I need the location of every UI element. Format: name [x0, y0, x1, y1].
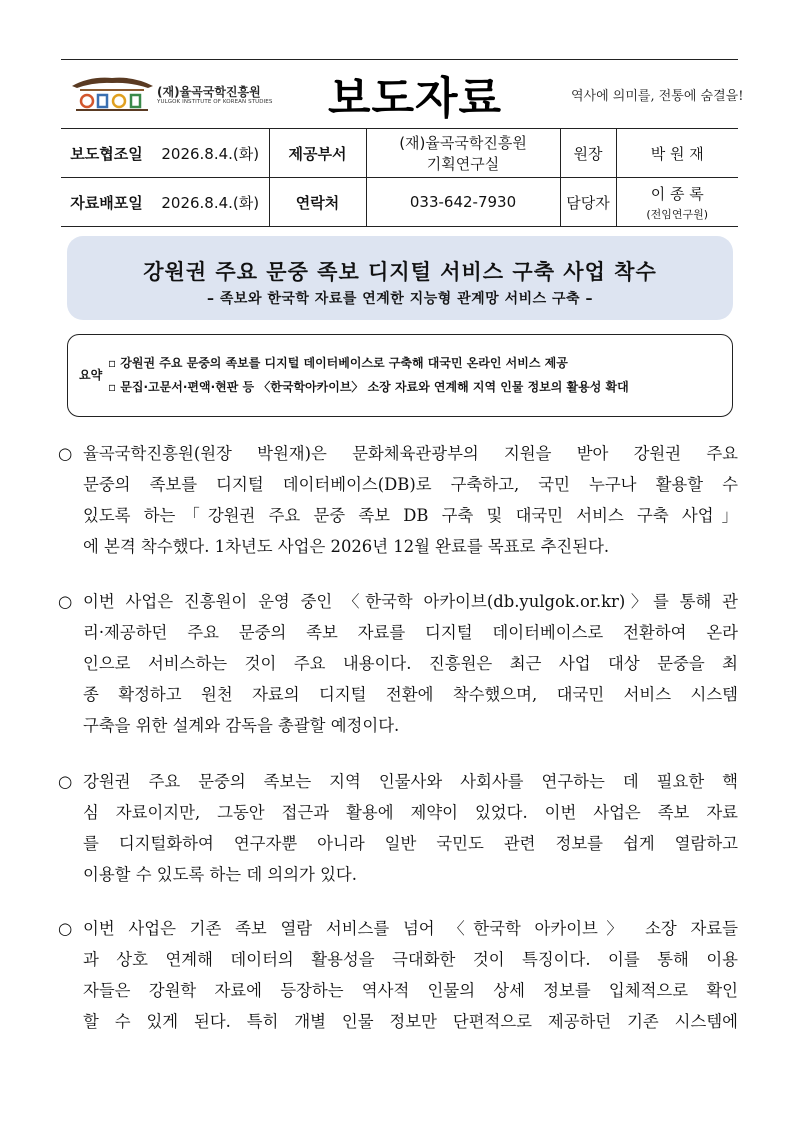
slogan: 역사에 의미를, 전통에 숨결을! — [571, 89, 744, 104]
paragraph-line: 구축을 위한 설계와 감독을 총괄할 예정이다. — [83, 716, 400, 735]
staff-value — [616, 178, 738, 227]
summary-box — [67, 334, 733, 417]
logo-org-name-en: YULGOK INSTITUTE OF KOREAN STUDIES — [157, 99, 273, 105]
summary-item: ▫ 강원권 주요 문중의 족보를 디지털 데이터베이스로 구축해 대국민 온라인 서비스 제공 — [108, 356, 568, 370]
summary-label: 요약 — [79, 368, 103, 382]
dept-value-line1: (재)율곡국학진흥원 — [399, 134, 527, 152]
paragraph-line: 에 본격 착수했다. 1차년도 사업은 2026년 12월 완료를 목표로 추진된다. — [83, 537, 610, 556]
summary-item: ▫ 문집·고문서·편액·현판 등 〈한국학아카이브〉 소장 자료와 연계해 지역 인물 정보의 활용성 확대 — [108, 380, 629, 394]
paragraph-line: 종 확정하고 원천 자료의 디지털 전환에 착수했으며, 대국민 서비스 시스템 — [83, 685, 738, 704]
paragraph-line: 심 자료이지만, 그동안 접근과 활용에 제약이 있었다. 이번 사업은 족보 자료 — [83, 803, 738, 822]
body-paragraph-2 — [58, 586, 738, 741]
info-row-2 — [61, 178, 738, 227]
headline-subtitle: – 족보와 한국학 자료를 연계한 지능형 관계망 서비스 구축 – — [207, 291, 593, 307]
paragraph-line: 리·제공하던 주요 문중의 족보 자료를 디지털 데이터베이스로 전환하여 온라 — [83, 623, 738, 642]
press-date-label: 보도협조일 — [61, 129, 152, 178]
hanok-logo-icon — [70, 74, 155, 114]
info-table — [61, 128, 738, 227]
contact-label: 연락처 — [269, 178, 366, 227]
institute-logo — [70, 74, 273, 114]
body-paragraph-3 — [58, 766, 738, 890]
dept-value — [366, 129, 560, 178]
staff-label: 담당자 — [560, 178, 616, 227]
bullet-circle-icon: ○ — [58, 592, 73, 611]
bullet-circle-icon: ○ — [58, 444, 73, 463]
paragraph-line: 이번 사업은 진흥원이 운영 중인 〈한국학 아카이브(db.yulgok.or.kr)〉를 통해 관 — [83, 592, 738, 611]
paragraph-line: 문중의 족보를 디지털 데이터베이스(DB)로 구축하고, 국민 누구나 활용할 수 — [83, 475, 738, 494]
headline-box — [67, 236, 733, 320]
paragraph-line: 있도록 하는「강원권 주요 문중 족보 DB 구축 및 대국민 서비스 구축 사업」 — [83, 506, 738, 525]
contact-value: 033-642-7930 — [366, 178, 560, 227]
paragraph-line: 강원권 주요 문중의 족보는 지역 인물사와 사회사를 연구하는 데 필요한 핵 — [83, 772, 738, 791]
bullet-circle-icon: ○ — [58, 919, 73, 938]
body-paragraph-4 — [58, 913, 738, 1037]
paragraph-line: 이용할 수 있도록 하는 데 의의가 있다. — [83, 865, 357, 884]
body-paragraph-1 — [58, 438, 738, 562]
head-value: 박 원 재 — [616, 129, 738, 178]
paragraph-line: 를 디지털화하여 연구자뿐 아니라 일반 국민도 관련 정보를 쉽게 열람하고 — [83, 834, 738, 853]
paragraph-line: 할 수 있게 된다. 특히 개별 인물 정보만 단편적으로 제공하던 기존 시스템에 — [83, 1012, 738, 1031]
staff-role: (전임연구원) — [646, 207, 709, 221]
paragraph-line: 과 상호 연계해 데이터의 활용성을 극대화한 것이 특징이다. 이를 통해 이용 — [83, 950, 738, 969]
press-date-value: 2026.8.4.(화) — [152, 129, 269, 178]
paragraph-line: 인으로 서비스하는 것이 주요 내용이다. 진흥원은 최근 사업 대상 문중을 최 — [83, 654, 738, 673]
page-title: 보도자료 — [327, 73, 502, 124]
paragraph-line: 율곡국학진흥원(원장 박원재)은 문화체육관광부의 지원을 받아 강원권 주요 — [83, 444, 738, 463]
dept-value-line2: 기획연구실 — [426, 155, 500, 173]
logo-org-name: (재)율곡국학진흥원 — [157, 85, 261, 99]
headline-title: 강원권 주요 문중 족보 디지털 서비스 구축 사업 착수 — [143, 260, 657, 284]
paragraph-line: 자들은 강원학 자료에 등장하는 역사적 인물의 상세 정보를 입체적으로 확인 — [83, 981, 738, 1000]
paragraph-line: 이번 사업은 기존 족보 열람 서비스를 넘어 〈한국학 아카이브〉 소장 자료들 — [83, 919, 738, 938]
release-date-label: 자료배포일 — [61, 178, 152, 227]
header-top-rule — [61, 59, 738, 60]
release-date-value: 2026.8.4.(화) — [152, 178, 269, 227]
bullet-circle-icon: ○ — [58, 772, 73, 791]
info-row-1 — [61, 129, 738, 178]
staff-name: 이 종 록 — [650, 184, 704, 203]
dept-label: 제공부서 — [269, 129, 366, 178]
head-label: 원장 — [560, 129, 616, 178]
